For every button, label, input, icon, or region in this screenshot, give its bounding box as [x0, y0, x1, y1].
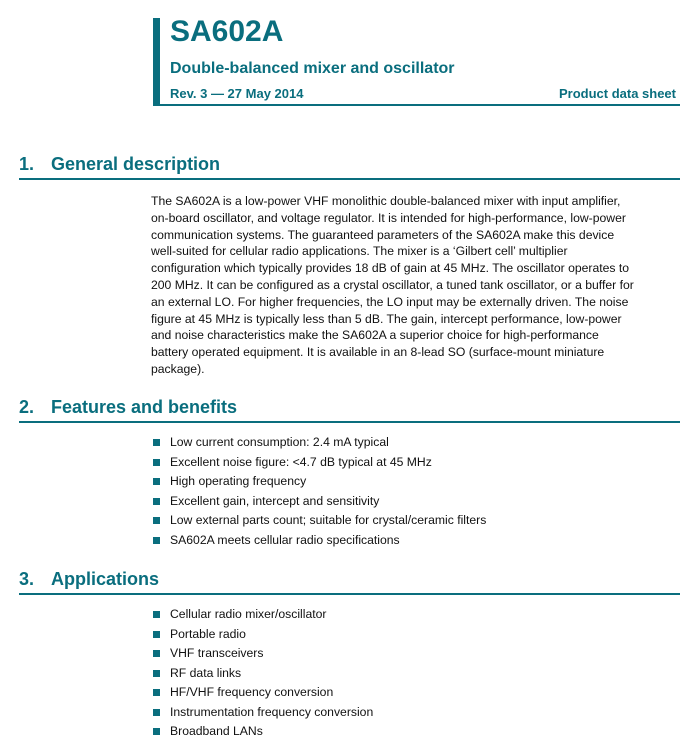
list-item	[152, 664, 373, 684]
list-item-text: HF/VHF frequency conversion	[170, 685, 334, 699]
paragraph-line: battery operated equipment. It is available in an 8-lead SO (surface-mount miniature	[151, 345, 605, 360]
bullet-square-icon	[153, 728, 160, 735]
general-description-paragraph	[151, 193, 679, 378]
paragraph-line: The SA602A is a low-power VHF monolithic double-balanced mixer with input amplifier,	[151, 194, 621, 208]
list-item	[152, 683, 373, 703]
section-heading-applications	[19, 567, 680, 595]
paragraph-line: an external LO. For higher frequencies, the LO input may be externally driven. The noise	[151, 294, 629, 309]
section-heading-features-and-benefits	[19, 395, 680, 423]
applications-list	[152, 605, 373, 742]
bullet-square-icon	[153, 478, 160, 485]
list-item	[152, 472, 486, 492]
document-subtitle: Double-balanced mixer and oscillator	[170, 60, 455, 77]
paragraph-line: 200 MHz. It can be configured as a crystal oscillator, a tuned tank oscillator, or a buffer for	[151, 277, 634, 292]
header-rule	[153, 104, 680, 106]
list-item-text: Low external parts count; suitable for crystal/ceramic filters	[170, 513, 487, 527]
section-title: Applications	[51, 569, 160, 589]
bullet-square-icon	[153, 709, 160, 716]
section-title: General description	[51, 154, 221, 174]
list-item-text: Excellent gain, intercept and sensitivity	[170, 493, 380, 508]
document-title: SA602A	[170, 15, 284, 48]
list-item-text: High operating frequency	[170, 474, 307, 488]
list-item	[152, 511, 486, 531]
section-number: 3.	[19, 569, 35, 589]
section-number: 1.	[19, 154, 35, 174]
list-item	[152, 531, 486, 551]
document-type: Product data sheet	[558, 86, 676, 101]
header-accent-bar	[153, 18, 160, 106]
list-item	[152, 703, 373, 723]
section-number: 2.	[19, 397, 35, 417]
list-item-text: VHF transceivers	[170, 646, 264, 660]
paragraph-line: communication systems. The guaranteed parameters of the SA602A make this device	[151, 227, 615, 242]
paragraph-line: well-suited for cellular radio applications. The mixer is a ‘Gilbert cell’ multiplier	[151, 244, 568, 259]
paragraph-line: on-board oscillator, and voltage regulator. It is intended for high-performance, low-power	[151, 210, 626, 225]
bullet-square-icon	[153, 498, 160, 505]
bullet-square-icon	[153, 670, 160, 677]
bullet-square-icon	[153, 517, 160, 524]
list-item	[152, 492, 486, 512]
list-item	[152, 433, 486, 453]
list-item-text: Broadband LANs	[170, 724, 263, 738]
bullet-square-icon	[153, 459, 160, 466]
paragraph-line: figure at 45 MHz is typically less than 5 dB. The gain, intercept performance, low-power	[151, 311, 622, 326]
bullet-square-icon	[153, 689, 160, 696]
list-item	[152, 453, 486, 473]
paragraph-line: configuration which typically provides 18 dB of gain at 45 MHz. The oscillator operates to	[151, 261, 630, 276]
list-item-text: Excellent noise figure: <4.7 dB typical at 45 MHz	[170, 454, 432, 469]
list-item-text: SA602A meets cellular radio specifications	[170, 532, 400, 547]
list-item	[152, 722, 373, 742]
paragraph-line: and noise characteristics make the SA602A a superior choice for high-performance	[151, 328, 599, 343]
section-heading-general-description	[19, 152, 680, 180]
list-item-text: Low current consumption: 2.4 mA typical	[170, 435, 389, 449]
bullet-square-icon	[153, 611, 160, 618]
bullet-square-icon	[153, 631, 160, 638]
list-item-text: Cellular radio mixer/oscillator	[170, 607, 327, 621]
list-item-text: RF data links	[170, 665, 242, 680]
bullet-square-icon	[153, 439, 160, 446]
bullet-square-icon	[153, 650, 160, 657]
paragraph-line: package).	[151, 361, 205, 376]
list-item	[152, 644, 373, 664]
features-list	[152, 433, 486, 550]
list-item	[152, 605, 373, 625]
bullet-square-icon	[153, 537, 160, 544]
section-title: Features and benefits	[51, 397, 238, 417]
list-item	[152, 625, 373, 645]
list-item-text: Instrumentation frequency conversion	[170, 704, 374, 719]
document-revision: Rev. 3 — 27 May 2014	[170, 86, 304, 101]
list-item-text: Portable radio	[170, 626, 246, 641]
